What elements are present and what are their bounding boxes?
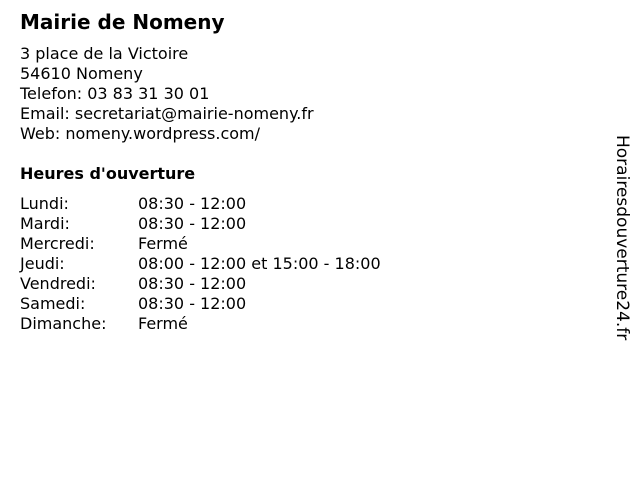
time-value: Fermé [138, 314, 188, 333]
time-value: 08:00 - 12:00 et 15:00 - 18:00 [138, 254, 381, 273]
email-line: Email: secretariat@mairie-nomeny.fr [20, 104, 314, 123]
day-label: Dimanche: [20, 314, 107, 333]
contact-block [20, 44, 314, 144]
address-street: 3 place de la Victoire [20, 44, 189, 63]
hours-row [20, 314, 381, 334]
hours-table [20, 194, 381, 334]
hours-row [20, 294, 381, 314]
time-value: Fermé [138, 234, 188, 253]
time-value: 08:30 - 12:00 [138, 274, 247, 293]
hours-row [20, 234, 381, 254]
time-value: 08:30 - 12:00 [138, 194, 247, 213]
day-label: Vendredi: [20, 274, 96, 293]
day-label: Samedi: [20, 294, 86, 313]
time-value: 08:30 - 12:00 [138, 294, 247, 313]
phone-line: Telefon: 03 83 31 30 01 [20, 84, 210, 103]
day-label: Lundi: [20, 194, 69, 213]
time-value: 08:30 - 12:00 [138, 214, 247, 233]
web-line: Web: nomeny.wordpress.com/ [20, 124, 261, 143]
hours-row [20, 194, 381, 214]
day-label: Jeudi: [20, 254, 65, 273]
site-watermark: Horairesdouverture24.fr [612, 135, 632, 341]
day-label: Mercredi: [20, 234, 95, 253]
business-name: Mairie de Nomeny [20, 10, 225, 34]
hours-heading: Heures d'ouverture [20, 164, 196, 183]
hours-row [20, 214, 381, 234]
hours-row [20, 274, 381, 294]
hours-row [20, 254, 381, 274]
day-label: Mardi: [20, 214, 70, 233]
address-city: 54610 Nomeny [20, 64, 143, 83]
